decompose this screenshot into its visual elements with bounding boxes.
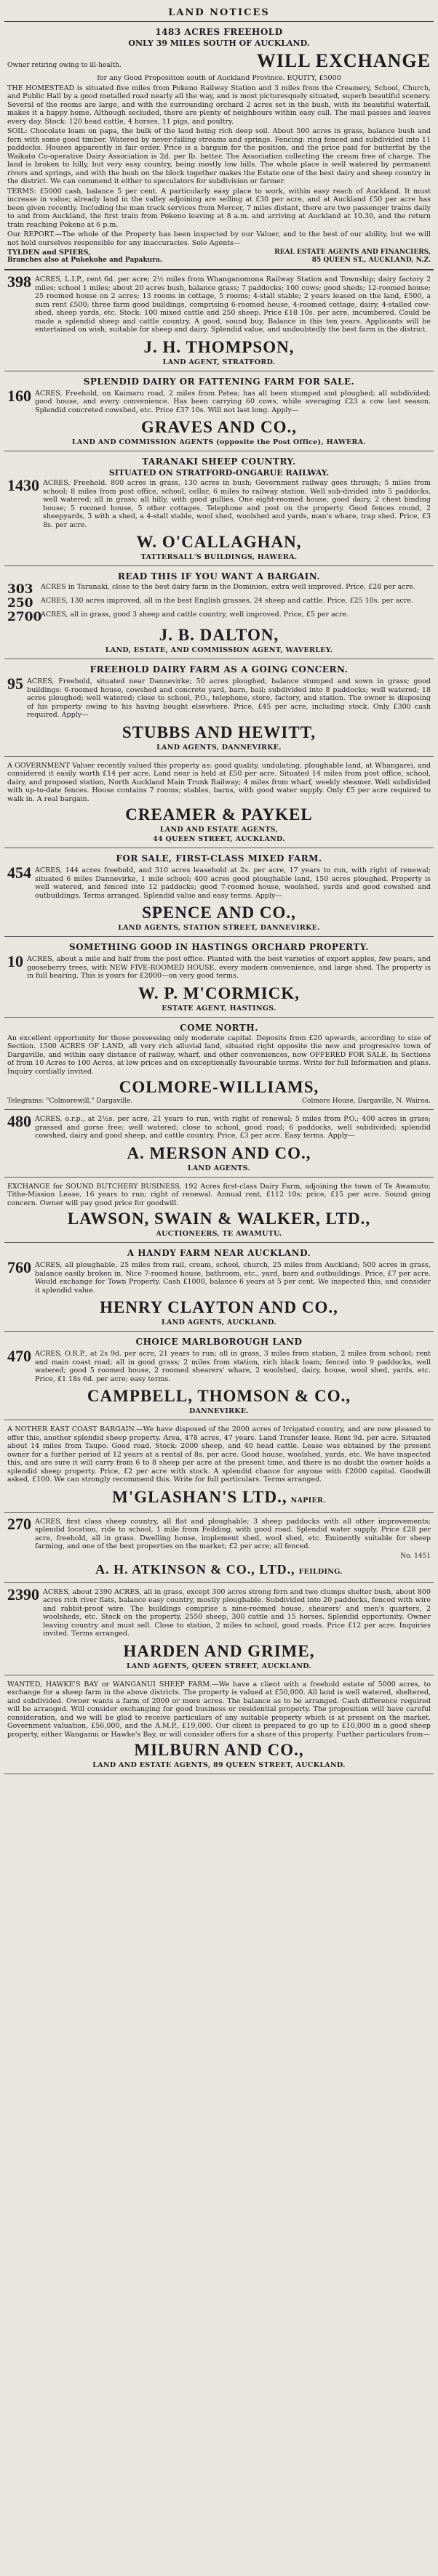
ad-taranaki-sheep — [4, 451, 434, 566]
ad-text: ACRES, Freehold. 800 acres in grass, 130 acres in bush; Government railway goes through; 5 miles from school; 8 miles from post office, school, cellar, 6 miles to railway station. Well sub-divided into 5 paddocks, well watered; all in grass; all hilly, with good gullies. One eight-roomed house, good dairy, 2 chest binding house; 5 roomed house, 5 other cottages. Telephone and post on the property. Good fences round, 2 sheepyards, 3 with a shed, a 4-stall stable, wool shed, woolshed and yards, man's whare, trap shed. Price, £3 8s. per acre. — [43, 479, 431, 529]
ad-text: ACRES, 144 acres freehold, and 310 acres leasehold at 2s. per acre, 17 years to run, with right of renewal; situated 6 miles Dannevirke, 1 mile school; 400 acres good ploughable land, 150 acres ploughed. Property is well watered, and fenced into 12 paddocks; good 7-roomed house, woolshed, yards and good cowshed and outbuildings. Terms arranged. Splendid value and easy terms. Apply— — [35, 866, 431, 900]
agent-desc: LAND AGENTS, DANNEVIRKE. — [156, 743, 282, 752]
ad-2390-acres — [4, 1583, 434, 1675]
ad-text: ACRES, o.r.p., at 2½s. per acre, 21 years to run, with right of renewal; 5 miles from P.O.; 400 acres in grass; grassed and gorse free; well watered; close to school, good road; 6 paddocks, well subdivided; splendid cowshed, dairy and good sheep, and cattle country. Price, £3 per acre. Easy terms. Apply— — [35, 1115, 431, 1140]
telegram-address: Telegrams: "Colmorewill," Dargaville. — [7, 1098, 133, 1105]
acreage-number: 10 — [7, 952, 23, 970]
ad-caption: READ THIS IF YOU WANT A BARGAIN. — [117, 571, 321, 581]
acreage-number: 250 — [7, 596, 33, 611]
ad-subcaption: SITUATED ON STRATFORD-ONGARUE RAILWAY. — [108, 468, 330, 478]
agent-name: HENRY CLAYTON AND CO., — [100, 1298, 338, 1316]
ad-freehold-dairy — [4, 659, 434, 757]
ad-caption: CHOICE MARLBOROUGH LAND — [135, 1337, 303, 1347]
acreage-number: 398 — [7, 273, 31, 291]
agent-name: CAMPBELL, THOMSON & CO., — [87, 1387, 351, 1405]
ad-hastings-orchard — [4, 937, 434, 1018]
agent-desc: REAL ESTATE AGENTS AND FINANCIERS, — [274, 249, 431, 256]
ad-text: ACRES, Freehold, situated near Dannevirke; 50 acres ploughed, balance stumped and sown in grass; good buildings: 6-roomed house, cowshed and concrete yard, barn, bail; subdivided into 8 paddocks; well watered; 18 acres ploughed; well watered; close to school, P.O., telephone, store, factory, and station. The owner is disposing of his property owing to his having bought elsewhere. Price, £45 per acre, including stock. Only £300 cash required. Apply— — [27, 677, 431, 719]
agent-name: A. MERSON AND CO., — [127, 1143, 311, 1162]
acreage-number: 303 — [7, 582, 33, 597]
agent-name: COLMORE-WILLIAMS, — [119, 1078, 319, 1096]
ad-government-valuer — [4, 757, 434, 849]
agent-name: STUBBS AND HEWITT, — [122, 723, 316, 741]
ad-line: Our REPORT.—The whole of the Property has been inspected by our Valuer, and to the best of our ability, but we will not hold ourselves responsible for any inaccuracies. Sole Agents— — [7, 230, 431, 247]
ad-text: ACRES, Freehold, on Kaimaru road, 2 miles from Patea; has all been stumped and ploughed; all subdivided; good house, and every convenience. Has been carrying 60 cows, while averaging £23 a cow last season. Splendid concreted cowshed, etc. Price £37 10s. Will not last long. Apply— — [35, 389, 431, 414]
ad-text: A NOTHER EAST COAST BARGAIN.—We have disposed of the 2000 acres of Irrigated country, and are now pleased to offer this, another splendid sheep property. Area, 478 acres, 47 years. Land Transfer lease. Rent 9d. per acre. Situated about 14 miles from Taupo. Good road. Stock: 2000 sheep, and 40 head cattle. Lease was obtained by the present owner for a further period of 12 years at a rental of 8s. per acre. Good house, woolshed, yards, etc. We have inspected this, and are sure it will carry from 6 to 8 sheep per acre at the present time, and there is no doubt the owner holds a splendid sheep property. Price, £2 per acre with stock. A splendid chance for anyone with £2000 capital. Goodwill asked, £100. We can strongly recommend this. Write for full particulars. Terms arranged. — [7, 1425, 431, 1484]
agent-name: J. H. THOMPSON, — [143, 337, 295, 356]
ad-bargain — [4, 566, 434, 659]
agent-name: W. O'CALLAGHAN, — [136, 533, 302, 551]
list-item — [7, 583, 431, 596]
agent-branches: Branches also at Pukekohe and Papakura. — [7, 257, 162, 264]
agent-name: LAWSON, SWAIN & WALKER, LTD., — [67, 1209, 371, 1228]
agent-name: A. H. ATKINSON & CO., LTD., — [95, 1561, 295, 1577]
agent-name: M'GLASHAN'S LTD., — [112, 1487, 287, 1506]
agent-name: SPENCE AND CO., — [142, 903, 296, 922]
ad-wanted-sheep-farm — [4, 1675, 434, 1775]
agent-desc: NAPIER. — [290, 1496, 326, 1505]
ad-text: A GOVERNMENT Valuer recently valued this property as: good quality, undulating, ploughable land, at Whangarei, and considered it easily worth £14 per acre. Land near is held at £50 per acre. Situated 14 miles from post office, school, dairy, and proposed station, North Auckland Main Trunk Railway; 4 miles from wharf, weekly steamer. Well subdivided with up-to-date fences. House contains 7 rooms; stables, barns, with good water supply. Only £5 per acre required to walk in. A real bargain. — [7, 761, 431, 803]
ad-line: TERMS: £5000 cash, balance 5 per cent. A particularly easy place to work, within easy reach of Auckland. It must increase in value; already land in the valley adjoining are selling at £30 per acre, and at Auckland £50 per acre has been given recently. Including the man track services from Mercer, 7 miles distant, there are two passenger trains daily to and from Auckland, the first train from Pokeno leaving at 8 a.m. and arriving at Auckland at 10.30, and the return train reaching Pokeno at 6 p.m. — [7, 187, 431, 229]
ad-480-acres — [4, 1110, 434, 1178]
agent-desc: LAND AND ESTATE AGENTS, — [159, 826, 279, 834]
ad-text: ACRES, first class sheep country, all flat and ploughable; 3 sheep paddocks with all other improvements; splendid location, ride to school, 1 mile from Feilding, with good road. Splendid water supply. Price £28 per acre, freehold, all in grass. Dwelling house, implement shed, wool shed, etc. Eminently suitable for sheep farming, and one of the best properties on the market; £2 per acre; all fenced. — [35, 1517, 431, 1550]
agent-desc: LAND AGENTS. — [187, 1164, 251, 1172]
agent-desc: LAND AND COMMISSION AGENTS (opposite the Post Office), HAWERA. — [71, 438, 367, 446]
ad-text: ACRES, about a mile and half from the post office. Planted with the best varieties of export apples, few pears, and gooseberry trees, with NEW FIVE-ROOMED HOUSE, every modern convenience, and large shed. The property is in full bearing. This is yours for £2000—on very good terms. — [27, 955, 431, 980]
agent-name: CREAMER & PAYKEL — [125, 805, 313, 824]
ad-east-coast — [4, 1420, 434, 1513]
agent-desc: LAND AGENT, STRATFORD. — [162, 358, 276, 366]
ad-handy-farm — [4, 1243, 434, 1332]
acreage-number: 2700 — [7, 610, 42, 624]
ad-160-acres — [4, 371, 434, 452]
ad-caption: 1483 ACRES FREEHOLD — [155, 27, 283, 37]
ad-reference: No. 1451 — [400, 1552, 431, 1560]
acreage-number: 160 — [7, 386, 31, 405]
ad-398-acres — [4, 270, 434, 371]
ad-caption: FOR SALE, FIRST-CLASS MIXED FARM. — [116, 853, 322, 864]
ad-come-north — [4, 1018, 434, 1111]
ad-270-acres — [4, 1513, 434, 1583]
ad-marlborough — [4, 1332, 434, 1420]
list-item — [7, 597, 431, 610]
agent-address: 44 QUEEN STREET, AUCKLAND. — [153, 835, 285, 843]
acreage-number: 480 — [7, 1112, 31, 1130]
agent-desc: ESTATE AGENT, HASTINGS. — [162, 1004, 276, 1013]
acreage-number: 470 — [7, 1347, 31, 1365]
acreage-number: 270 — [7, 1514, 31, 1533]
ad-text: An excellent opportunity for those possessing only moderate capital. Deposits from £20 upwards, according to size of Section. 1500 ACRES OF LAND, all very rich alluvial land, situated right opposite the new and progressive town of Dargaville, and within easy distance of railway, wharf, and other conveniences, now OFFERED FOR SALE. In Sections of from 10 Acres to 100 Acres, at low prices and on exceptionally favourable terms. Write for full Information and plans. Inquiry cordially invited. — [7, 1034, 431, 1076]
acreage-number: 95 — [7, 675, 23, 693]
agent-name: MILBURN AND CO., — [134, 1741, 304, 1759]
ad-subcaption: ONLY 39 MILES SOUTH OF AUCKLAND. — [128, 39, 310, 48]
acreage-number: 2390 — [7, 1585, 39, 1603]
agent-desc: LAND AGENTS, STATION STREET, DANNEVIRKE. — [118, 924, 320, 932]
agent-name: GRAVES AND CO., — [141, 418, 297, 436]
ad-line: for any Good Proposition south of Auckland Province. EQUITY, £5000 — [97, 74, 341, 82]
ad-mixed-farm — [4, 848, 434, 937]
acreage-number: 1430 — [7, 476, 39, 494]
ad-text: ACRES, all ploughable, 25 miles from rail, cream, school, church, 25 miles from Auckland; 500 acres in grass, balance easily broken in. Nice 7-roomed house, bathroom, etc., yard, barn and outbuildings. Price, £7 per acre. Would exchange for Town Property. Cash £1000, balance 6 years at 5 per cent. We inspected this, and consider it splendid value. — [35, 1261, 431, 1295]
agent-desc: LAND AGENTS, AUCKLAND. — [162, 1319, 276, 1327]
ad-caption: TARANAKI SHEEP COUNTRY. — [142, 456, 296, 467]
agent-desc: LAND AND ESTATE AGENTS, 89 QUEEN STREET, AUCKLAND. — [92, 1761, 346, 1769]
ad-title: WILL EXCHANGE — [256, 50, 431, 71]
ad-caption: COME NORTH. — [180, 1022, 258, 1033]
ad-caption: A HANDY FARM NEAR AUCKLAND. — [127, 1248, 311, 1258]
item-text: ACRES, all in grass, good 3 sheep and cattle country, well improved. Price, £5 per acre. — [41, 611, 349, 619]
list-item — [7, 611, 431, 624]
agent-desc: AUCTIONEERS, TE AWAMUTU. — [156, 1230, 282, 1238]
ad-line: THE HOMESTEAD is situated five miles from Pokeno Railway Station and 3 miles from the Creamery, School, Church, and Public Hall by a good metalled road nearly all the way, and is most picturesquely situated, superb beautiful scenery. Several of the rooms are large, and with the surrounding orchard 2 acres set in the bush, with its beautiful waterfall, makes it a happy home. Although secluded, there are plenty of neighbours within easy call. The mail passes and leaves every day. Stock: 120 head cattle, 4 horses, 11 pigs, and poultry. — [7, 84, 431, 126]
section-header: LAND NOTICES — [4, 3, 434, 22]
agent-desc: DANNEVIRKE. — [188, 1407, 250, 1415]
agent-name: HARDEN AND GRIME, — [123, 1641, 315, 1660]
item-text: ACRES, 130 acres improved, all in the best English grasses, 24 sheep and cattle. Price, £25 10s. per acre. — [41, 597, 414, 605]
agent-desc: TATTERSALL'S BUILDINGS, HAWERA. — [140, 553, 298, 561]
agent-name: TYLDEN and SPIERS, — [7, 249, 91, 257]
agent-desc: FEILDING. — [298, 1567, 343, 1576]
land-notices-column — [4, 0, 434, 1774]
agent-address: 85 QUEEN ST., AUCKLAND, N.Z. — [311, 257, 431, 264]
ad-text: ACRES, about 2390 ACRES, all in grass, except 300 acres strong fern and two clumps shelter bush, about 800 acres rich river flats, balance easy country, mostly ploughable. Subdivided into 20 paddocks, fenced with wire and rabbit-proof wire. The buildings comprise a nine-roomed house, shearers' and men's quarters, 2 woolsheds, etc. Stock on the property, 2550 sheep, 300 cattle and 15 horses. Splendid opportunity. Owner leaving country and must sell. Close to station, 2 miles to school, good roads. Price £12 per acre. Inquiries invited. Terms arranged. — [43, 1587, 431, 1638]
acreage-number: 760 — [7, 1258, 31, 1276]
ad-text: WANTED, HAWKE'S BAY or WANGANUI SHEEP FARM.—We have a client with a freehold estate of 5000 acres, to exchange for a sheep farm in the above districts. The property is valued at £50,000. All land is well watered, sheltered, and subdivided. Owner wants a farm of 2000 or more acres. The balance as to be arranged. Cash difference required will be arranged. Will consider exchanging for good business or residential property. The proposition will have careful consideration, and we will be glad to receive particulars of any suitable property which is at present on the market. Government valuation, £56,000, and the A.M.P., £19,000. Our client is prepared to go up to £10,000 in a good sheep property, either Wanganui or Hawke's Bay, or will consider offers for a share of this property. Further particulars from— — [7, 1680, 431, 1739]
item-text: ACRES in Taranaki, close to the best dairy farm in the Dominion, extra well improved. Price, £28 per acre. — [41, 583, 415, 591]
ad-caption: FREEHOLD DAIRY FARM AS A GOING CONCERN. — [89, 664, 349, 675]
ad-line: SOIL: Chocolate loam on papa, the bulk of the land being rich deep soil. About 500 acres in grass, balance bush and fern with some good timber. Watered by never-failing streams and springs. Fencing: ring fenced and subdivided into 11 paddocks. Houses apparently in fair order. Price is a bargain for the position, and the price paid for butterfat by the Waikato Co-operative Dairy Association is 2d. per lb. better. The Association collecting the cream free of charge. The land is broken to hilly, but very easy country, being mostly low hills. The whole place is well watered by permanent rivers and springs, and with the bush on the block together makes the Estate one of the best dairy and sheep country in the district. We can commend it either to speculators for subdivision or farmer. — [7, 127, 431, 185]
acreage-number: 454 — [7, 864, 31, 882]
agent-desc: LAND, ESTATE, AND COMMISSION AGENT, WAVERLEY. — [105, 646, 333, 654]
ad-will-exchange — [4, 22, 434, 270]
ad-text: ACRES, O.R.P., at 2s 9d. per acre, 21 years to run; all in grass, 3 miles from station, 2 miles from school; rent and main coast road; all in good grass; 2 miles from station, rich black loam; fenced into 9 paddocks, well watered; good 5 roomed house, 2 roomed shearers' whare, 2 woolshed, dairy, house, wool shed, yards, etc. Price, £1 18s 6d. per acre; easy terms. — [35, 1350, 431, 1383]
ad-lead: Owner retiring owing to ill-health. — [7, 62, 122, 69]
agent-address: Colmore House, Dargaville, N. Wairoa. — [302, 1098, 431, 1105]
agent-desc: LAND AGENTS, QUEEN STREET, AUCKLAND. — [126, 1662, 312, 1670]
ad-text: EXCHANGE for SOUND BUTCHERY BUSINESS, 192 Acres first-class Dairy Farm, adjoining the town of Te Awamutu; Tithe-Mission Lease, 16 years to run; right of renewal. Annual rent, £112 10s; price, £15 per acre. Sound going concern. Owner will pay good price for goodwill. — [7, 1182, 431, 1207]
ad-caption: SPLENDID DAIRY OR FATTENING FARM FOR SALE. — [83, 376, 355, 387]
ad-exchange-butchery — [4, 1178, 434, 1244]
ad-caption: SOMETHING GOOD IN HASTINGS ORCHARD PROPERTY. — [69, 942, 369, 952]
ad-text: ACRES, L.I.P., rent 6d. per acre; 2½ miles from Whanganomona Railway Station and Township; dairy factory 2 miles; school 1 miles; about 20 acres bush, balance grass; 7 paddocks; 100 cows; good sheds; 12-roomed house; 25 roomed house on 2 acres; 13 rooms in cottage, 5 rooms; 4-stall stable; 2 years leased on the land, £500, a sum rent £500; three farm good buildings, comprising 6-roomed house, 4-roomed cottage, dairy, 4-stalled cow-shed, sheep yards, etc. Stock: 100 mixed cattle and 250 sheep. Price £18 10s. per acre, incumbered. Could be made a splendid sheep and cattle country. A good, sound buy, Balance in this ten years. Applicants will be entertained on wish, suitable for sheep and dairy. Splendid value, and undoubtedly the best farm in the district. — [35, 275, 431, 334]
agent-name: J. B. DALTON, — [159, 626, 279, 644]
agent-name: W. P. M'CORMICK, — [138, 983, 300, 1002]
